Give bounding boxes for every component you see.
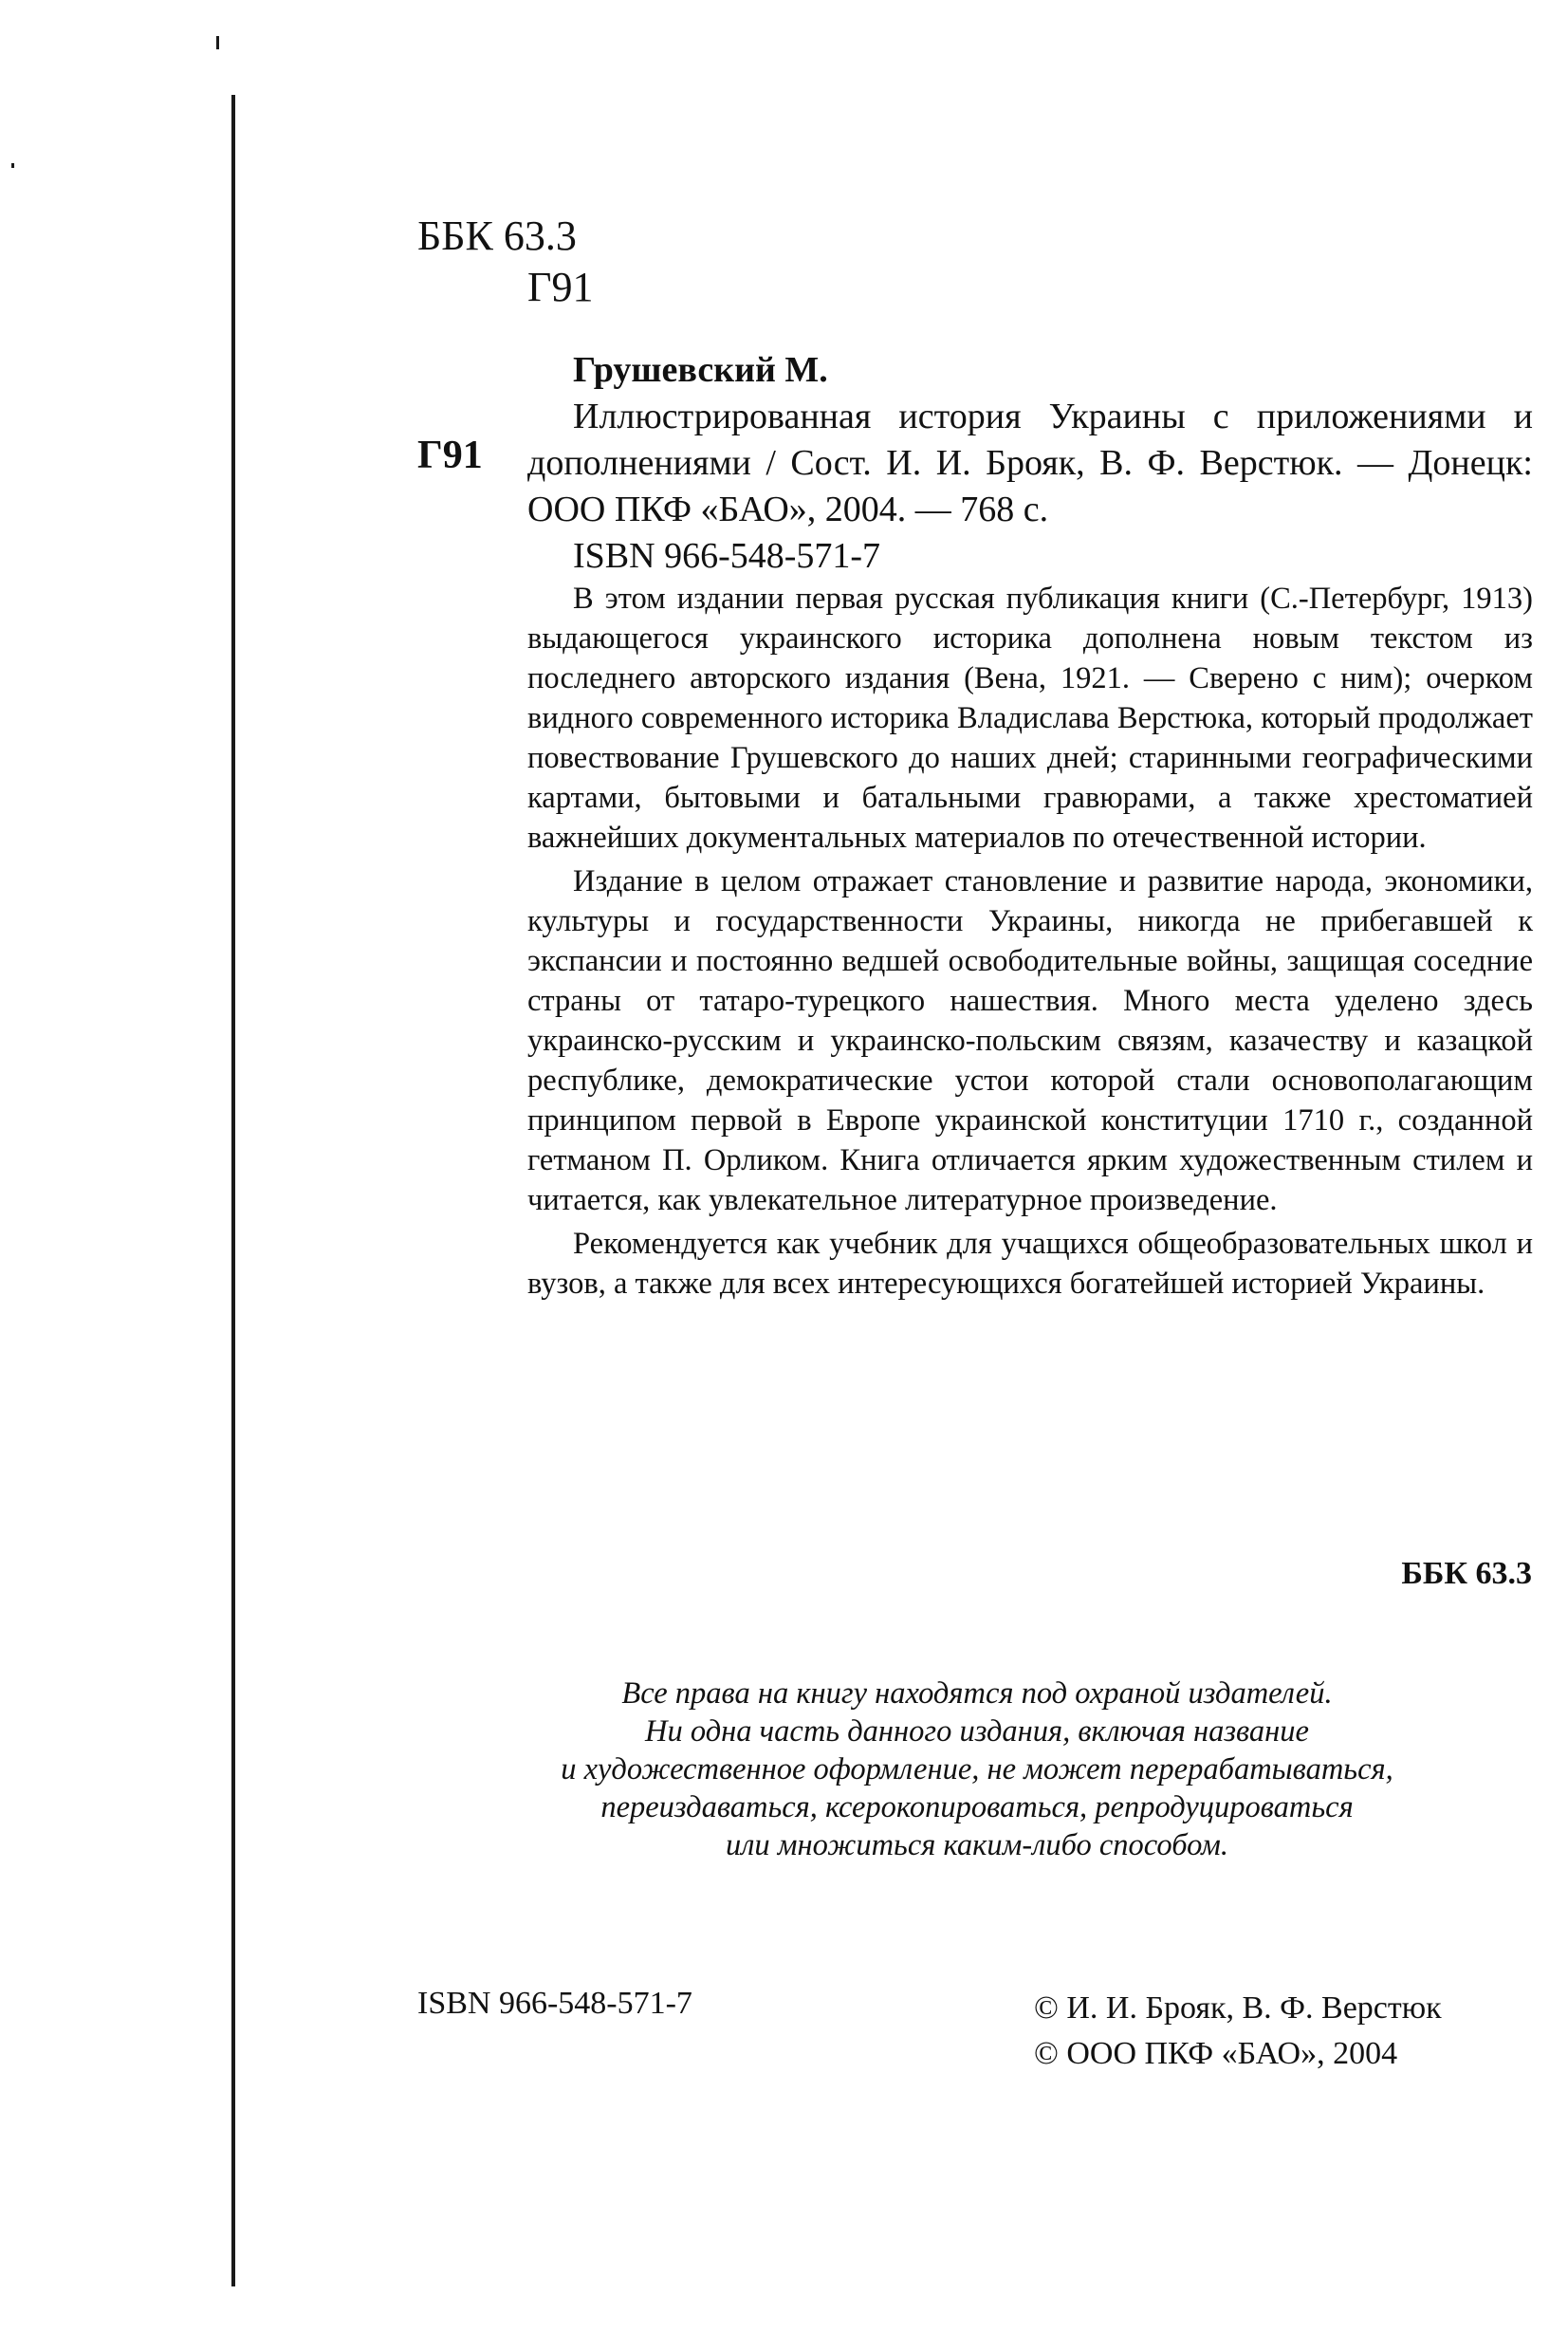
copyright-block xyxy=(1034,1986,1442,2077)
author-sign-code: Г91 xyxy=(527,264,594,310)
catalog-entry xyxy=(527,347,1533,580)
rights-notice xyxy=(417,1675,1537,1864)
entry-isbn: ISBN 966-548-571-7 xyxy=(573,536,881,576)
copyright-line: © ООО ПКФ «БАО», 2004 xyxy=(1034,2036,1398,2071)
bbk-classification-block xyxy=(417,211,593,313)
scan-speck xyxy=(11,163,14,168)
copyright-line: © И. И. Брояк, В. Ф. Верстюк xyxy=(1034,1990,1442,2026)
annotation-paragraph: Рекомендуется как учебник для учащихся общеобразовательных школ и вузов, а также для всех интересующихся богатейшей историей Украины. xyxy=(527,1227,1533,1301)
rights-line: и художественное оформление, не может перерабатываться, xyxy=(561,1752,1393,1786)
rights-line: переиздаваться, ксерокопироваться, репродуцироваться xyxy=(600,1790,1354,1824)
bbk-code: ББК 63.3 xyxy=(417,213,577,259)
annotation xyxy=(527,579,1533,1307)
binding-edge-line xyxy=(231,95,235,2286)
bbk-code-bottom: ББК 63.3 xyxy=(1401,1556,1532,1591)
annotation-paragraph: В этом издании первая русская публикация книги (С.-Петербург, 1913) выдающегося украинского историка дополнена новым текстом из последнего авторского издания (Вена, 1921. — Сверено с ним); очерком видного современного историка Владислава Верстюка, который продолжает повествование Грушевского до наших дней; старинными географическими картами, бытовыми и батальными гравюрами, а также хрестоматией важнейших документальных материалов по отечественной истории. xyxy=(527,582,1533,855)
rights-line: или множиться каким-либо способом. xyxy=(725,1828,1229,1862)
entry-author: Грушевский М. xyxy=(573,350,828,390)
rights-line: Все права на книгу находятся под охраной издателей. xyxy=(621,1676,1333,1711)
annotation-paragraph: Издание в целом отражает становление и развитие народа, экономики, культуры и государственности Украины, никогда не прибегавшей к экспансии и постоянно ведшей освободительные войны, защищая соседние страны от татаро-турецкого нашествия. Много места уделено здесь украинско-русским и украинско-польским связям, казачеству и казацкой республике, демократические устои которой стали основополагающим принципом первой в Европе украинской конституции 1710 г., созданной гетманом П. Орликом. Книга отличается ярким художественным стилем и читается, как увлекательное литературное произведение. xyxy=(527,864,1533,1217)
entry-title-description: Иллюстрированная история Украины с приложениями и дополнениями / Сост. И. И. Брояк, В. Ф. Верстюк. — Донецк: ООО ПКФ «БАО», 2004. — 768 с. xyxy=(527,397,1533,529)
entry-author-sign: Г91 xyxy=(417,434,483,477)
footer-isbn: ISBN 966-548-571-7 xyxy=(417,1986,692,2021)
scan-speck xyxy=(216,36,219,49)
rights-line: Ни одна часть данного издания, включая название xyxy=(645,1714,1309,1749)
